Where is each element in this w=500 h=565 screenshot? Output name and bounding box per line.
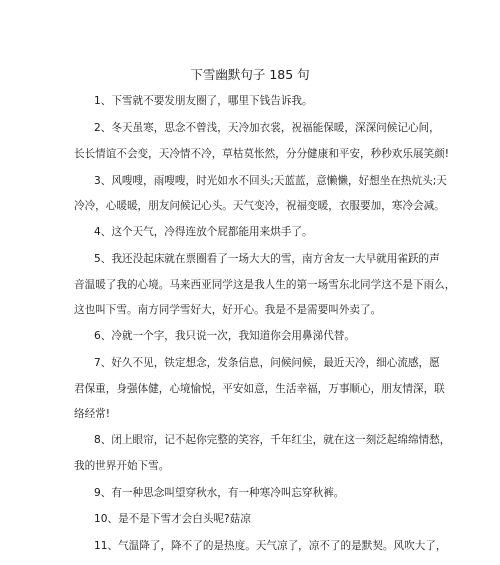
paragraph-line: 长长情谊不会变，天冷情不冷，草枯莫怅然，分分健康和平安，秒秒欢乐展笑颜! (74, 148, 450, 160)
paragraph-line: 这也叫下雪。南方同学雪好大，好开心。我是不是需要叫外卖了。 (74, 304, 382, 316)
paragraph-line: 8、闭上眼帘，记不起你完整的笑容，千年红尘，就在这一刻泛起绵绵情愁， (94, 434, 451, 446)
paragraph-line: 音温暖了我的心境。马来西亚同学这是我人生的第一场雪东北同学这不是下雨么， (74, 279, 456, 291)
paragraph-line: 我的世界开始下雪。 (74, 460, 170, 472)
document-title: 下雪幽默句子 185 句 (190, 67, 310, 82)
paragraph-line: 君保重，身强体健，心境愉悦，平安如意，生活幸福，万事顺心，朋友情深，联 (74, 383, 445, 395)
paragraph-line: 9、有一种思念叫望穿秋水，有一种寒冷叫忘穿秋裤。 (94, 487, 345, 499)
paragraph-line: 10、是不是下雪才会白头呢?菇凉 (94, 513, 251, 525)
paragraph-line: 冷冷，心暖暖，朋友问候记心头。天气变冷，祝福变暖，衣服要加，寒冷会减。 (74, 200, 445, 212)
paragraph-line: 5、我还没起床就在票圈看了一场大大的雪，南方舍友一大早就用雀跃的声 (94, 253, 440, 265)
paragraph-line: 络经常! (74, 408, 111, 420)
paragraph-line: 2、冬天虽寒，思念不曾浅，天冷加衣裳，祝福能保暖，深深问候记心间， (94, 122, 440, 134)
paragraph-line: 3、风嗖嗖，雨嗖嗖，时光如水不回头;天蓝蓝，意懒懒，好想坐在热炕头;天 (94, 175, 447, 187)
paragraph-line: 7、好久不见，铁定想念，发条信息，问候问候，最近天冷，细心流感，愿 (94, 357, 440, 369)
paragraph-line: 1、下雪就不要发朋友圈了，哪里下钱告诉我。 (94, 95, 313, 107)
paragraph-line: 11、气温降了，降不了的是热度。天气凉了，凉不了的是默契。风吹大了， (94, 540, 447, 552)
paragraph-line: 6、冷就一个字，我只说一次，我知道你会用鼻涕代替。 (94, 330, 355, 342)
paragraph-line: 4、这个天气，冷得连放个屁都能用来烘手了。 (94, 226, 313, 238)
